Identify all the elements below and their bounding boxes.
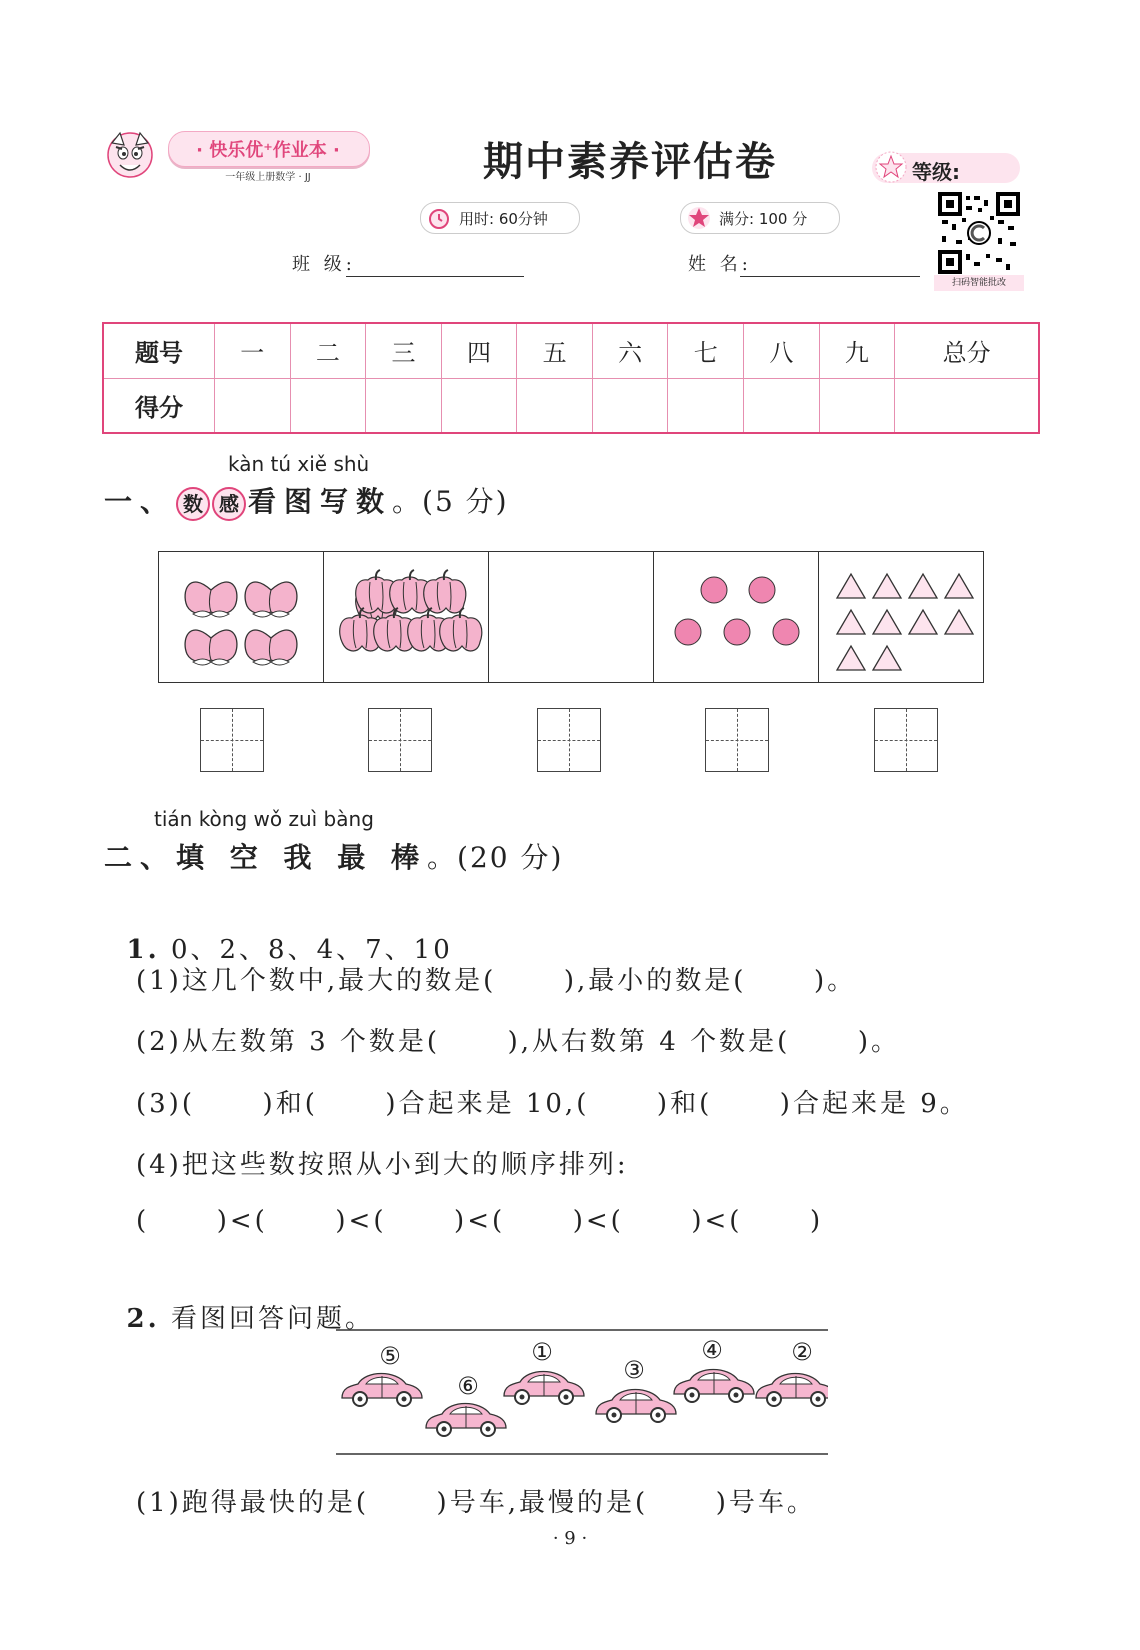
score-cell[interactable] [744, 378, 820, 433]
circle-icon [701, 577, 727, 603]
score-cell[interactable] [592, 378, 668, 433]
car-icon [596, 1390, 676, 1423]
column-header: 三 [366, 323, 442, 378]
section1-points: 。(5 分) [392, 485, 509, 518]
page-number: · 9 · [552, 1528, 588, 1549]
score-cell[interactable] [819, 378, 895, 433]
qr-code-icon [938, 192, 1020, 274]
triangle-cell [819, 552, 983, 682]
time-label: 用时: 60分钟 [459, 209, 548, 228]
table-row [103, 323, 1039, 378]
triangle-icon [873, 610, 901, 634]
triangle-icon [873, 574, 901, 598]
car-icon [504, 1372, 584, 1405]
section1-heading [104, 480, 509, 521]
badge-shu: 数 [176, 487, 210, 521]
car-label: ⑤ [379, 1342, 401, 1370]
score-cell[interactable] [215, 378, 291, 433]
q1-sub3: (3)( )和( )合起来是 10,( )和( )合起来是 9。 [136, 1089, 969, 1119]
score-table [102, 322, 1040, 434]
column-header: 一 [215, 323, 291, 378]
triangle-icon [873, 646, 901, 670]
column-header: 八 [744, 323, 820, 378]
class-label: 班 级: [292, 254, 356, 275]
q1-sub4: (4)把这些数按照从小到大的顺序排列: [136, 1150, 629, 1180]
q1-number: 1. [126, 935, 160, 965]
triangle-icon [945, 610, 973, 634]
brand-subtitle: 一年级上册数学 · JJ [225, 172, 311, 183]
q1-numbers: 0、2、8、4、7、10 [170, 935, 453, 965]
column-header: 六 [592, 323, 668, 378]
qr-caption: 扫码智能批改 [934, 275, 1024, 291]
time-pill [420, 202, 580, 234]
q2-sub1: (1)跑得最快的是( )号车,最慢的是( )号车。 [136, 1488, 816, 1518]
grade-label: 等级: [912, 160, 960, 184]
class-field[interactable] [346, 275, 524, 277]
q1-sub1: (1)这几个数中,最大的数是( ),最小的数是( )。 [136, 966, 857, 996]
score-cell[interactable] [441, 378, 517, 433]
score-cell[interactable] [895, 378, 1039, 433]
circle-icon [724, 619, 750, 645]
circle-icon [749, 577, 775, 603]
q1-sub2: (2)从左数第 3 个数是( ),从右数第 4 个数是( )。 [136, 1027, 900, 1057]
column-header: 四 [441, 323, 517, 378]
section2-title: 填 空 我 最 棒 [176, 841, 428, 874]
star-icon [874, 150, 908, 184]
triangle-icon [837, 610, 865, 634]
triangle-icon [837, 646, 865, 670]
empty-cell [489, 552, 654, 682]
q1-sub4-blanks: ( )<( )<( )<( )<( )<( ) [136, 1206, 824, 1236]
section2-heading [104, 836, 563, 876]
column-header: 五 [517, 323, 593, 378]
q2-number: 2. [126, 1304, 160, 1334]
row-label: 得分 [103, 378, 215, 433]
car-icon [342, 1374, 422, 1407]
score-cell[interactable] [290, 378, 366, 433]
car-label: ⑥ [457, 1372, 479, 1400]
car-icon [756, 1374, 828, 1407]
score-cell[interactable] [366, 378, 442, 433]
pepper-cell [324, 552, 489, 682]
q2-stem [104, 1268, 374, 1335]
name-field[interactable] [740, 275, 920, 277]
full-score-pill [680, 202, 840, 234]
score-cell[interactable] [668, 378, 744, 433]
answer-box[interactable] [874, 708, 938, 772]
triangle-icon [837, 574, 865, 598]
name-label: 姓 名: [688, 254, 752, 275]
section2-number: 二、 [104, 841, 177, 874]
q1-stem [104, 899, 453, 966]
car-label: ④ [701, 1336, 723, 1364]
answer-box[interactable] [537, 708, 601, 772]
answer-box[interactable] [368, 708, 432, 772]
table-row [103, 378, 1039, 433]
car-race-figure [336, 1328, 828, 1456]
peach-cell [159, 552, 324, 682]
answer-box[interactable] [705, 708, 769, 772]
car-label: ② [791, 1338, 813, 1366]
section1-title: 看图写数 [248, 485, 393, 518]
picture-strip [158, 551, 984, 683]
row-label: 题号 [103, 323, 215, 378]
clock-icon [427, 206, 451, 230]
brand-name: · 快乐优⁺作业本 · [196, 140, 340, 161]
car-icon [426, 1404, 506, 1437]
circle-icon [773, 619, 799, 645]
triangle-icon [909, 610, 937, 634]
mascot-icon [102, 125, 158, 181]
star-icon [687, 206, 711, 230]
peach-icon [185, 582, 237, 617]
section1-number: 一、 [104, 485, 177, 518]
circle-cell [654, 552, 819, 682]
section2-pinyin: tián kòng wǒ zuì bàng [154, 807, 374, 831]
column-header: 九 [819, 323, 895, 378]
column-header: 二 [290, 323, 366, 378]
full-score-label: 满分: 100 分 [719, 209, 808, 228]
section2-points: 。(20 分) [427, 841, 564, 874]
car-label: ③ [623, 1356, 645, 1384]
badge-gan: 感 [212, 487, 246, 521]
answer-box[interactable] [200, 708, 264, 772]
section1-pinyin: kàn tú xiě shù [228, 452, 370, 476]
column-header: 总分 [895, 323, 1039, 378]
q2-text: 看图回答问题。 [170, 1304, 374, 1334]
car-label: ① [531, 1338, 553, 1366]
triangle-icon [909, 574, 937, 598]
triangle-icon [945, 574, 973, 598]
score-cell[interactable] [517, 378, 593, 433]
car-icon [674, 1370, 754, 1403]
circle-icon [675, 619, 701, 645]
column-header: 七 [668, 323, 744, 378]
page-title: 期中素养评估卷 [483, 139, 777, 185]
